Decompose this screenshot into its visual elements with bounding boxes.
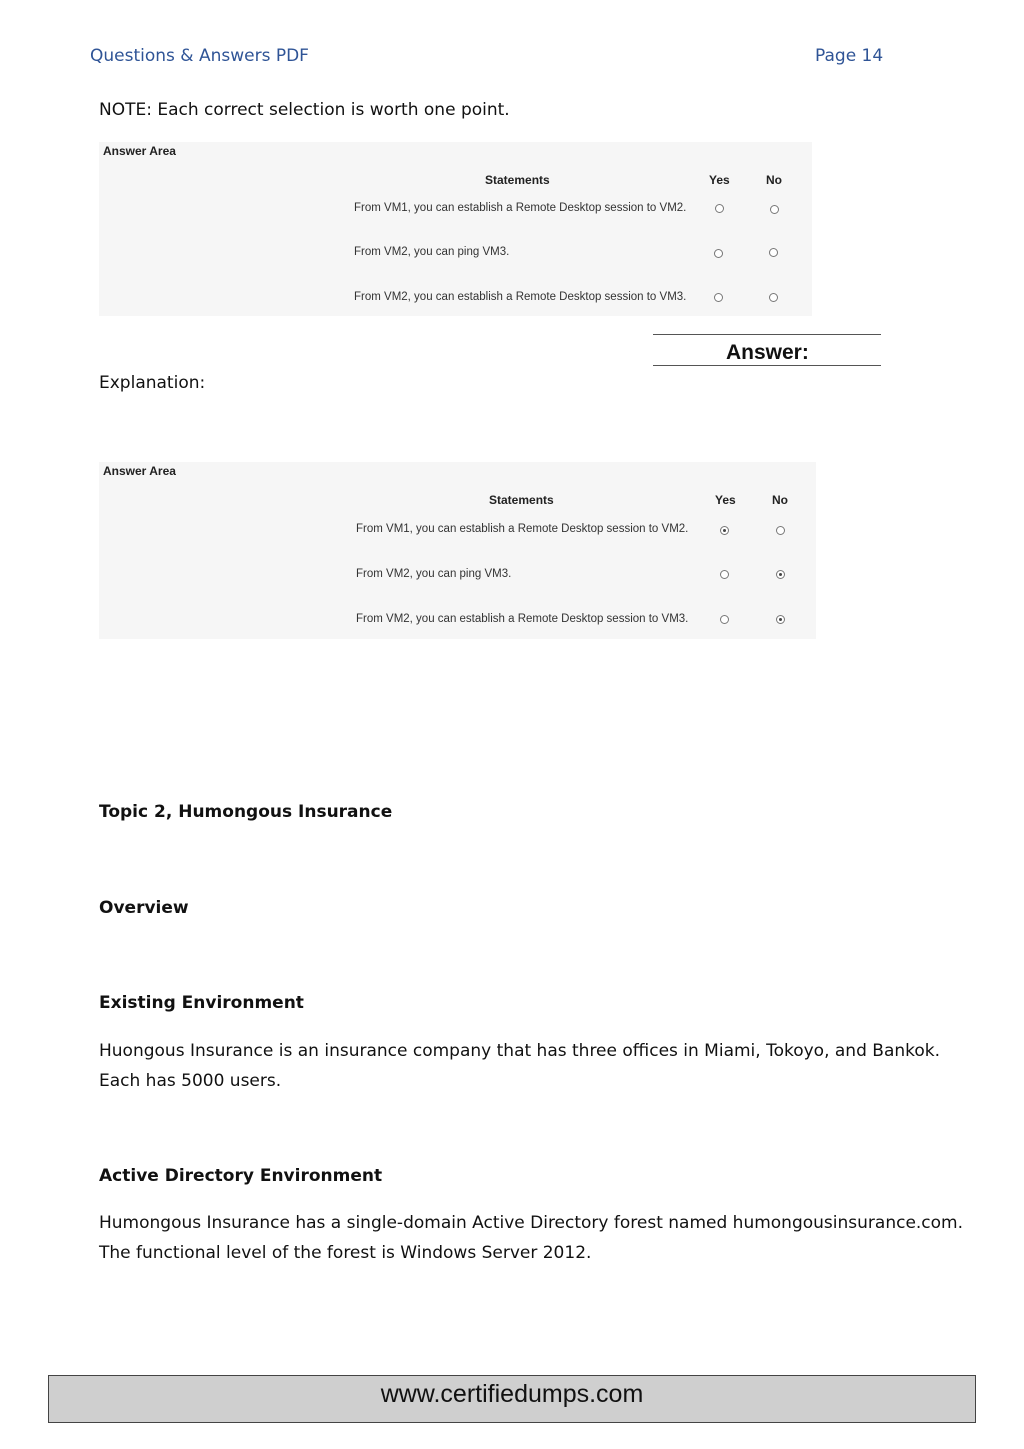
footer-banner: [48, 1375, 976, 1423]
statement-1: From VM1, you can establish a Remote Desktop session to VM2.: [356, 523, 689, 535]
yes-radio-2[interactable]: [714, 249, 723, 258]
statement-2: From VM2, you can ping VM3.: [356, 568, 512, 580]
no-header: No: [766, 173, 782, 187]
yes-radio-3[interactable]: [714, 293, 723, 302]
answer-area-title: Answer Area: [103, 144, 176, 158]
solution-answer-area: [99, 462, 816, 639]
existing-environment-line-2: Each has 5000 users.: [99, 1071, 282, 1091]
yes-radio-1[interactable]: [715, 204, 724, 213]
statements-header: Statements: [485, 173, 550, 187]
answer-label: Answer:: [726, 341, 809, 364]
page-header-title: Questions & Answers PDF: [90, 46, 309, 66]
yes-header: Yes: [709, 173, 730, 187]
no-radio-3-checked[interactable]: [776, 615, 785, 624]
statements-header: Statements: [489, 493, 554, 507]
page-number: Page 14: [815, 46, 884, 66]
answer-area-title: Answer Area: [103, 464, 176, 478]
explanation-label: Explanation:: [99, 373, 206, 393]
topic-heading: Topic 2, Humongous Insurance: [99, 802, 393, 822]
answer-box: [653, 334, 881, 366]
yes-radio-2[interactable]: [720, 570, 729, 579]
no-radio-3[interactable]: [769, 293, 778, 302]
yes-header: Yes: [715, 493, 736, 507]
yes-radio-3[interactable]: [720, 615, 729, 624]
yes-radio-1-checked[interactable]: [720, 526, 729, 535]
no-radio-2[interactable]: [769, 248, 778, 257]
note-text: NOTE: Each correct selection is worth one point.: [99, 100, 510, 120]
statement-3: From VM2, you can establish a Remote Desktop session to VM3.: [354, 291, 687, 303]
statement-3: From VM2, you can establish a Remote Desktop session to VM3.: [356, 613, 689, 625]
statement-1: From VM1, you can establish a Remote Desktop session to VM2.: [354, 202, 687, 214]
existing-environment-heading: Existing Environment: [99, 993, 304, 1013]
ad-environment-line-2: The functional level of the forest is Windows Server 2012.: [99, 1243, 592, 1263]
ad-environment-heading: Active Directory Environment: [99, 1166, 383, 1186]
no-radio-1[interactable]: [776, 526, 785, 535]
no-header: No: [772, 493, 788, 507]
statement-2: From VM2, you can ping VM3.: [354, 246, 510, 258]
no-radio-2-checked[interactable]: [776, 570, 785, 579]
existing-environment-line-1: Huongous Insurance is an insurance company that has three offices in Miami, Tokoyo, and Bankok.: [99, 1041, 941, 1061]
overview-heading: Overview: [99, 898, 189, 918]
footer-url[interactable]: www.certifiedumps.com: [380, 1380, 644, 1408]
no-radio-1[interactable]: [770, 205, 779, 214]
question-answer-area: [99, 142, 812, 316]
ad-environment-line-1: Humongous Insurance has a single-domain Active Directory forest named humongousinsurance.com.: [99, 1213, 964, 1233]
